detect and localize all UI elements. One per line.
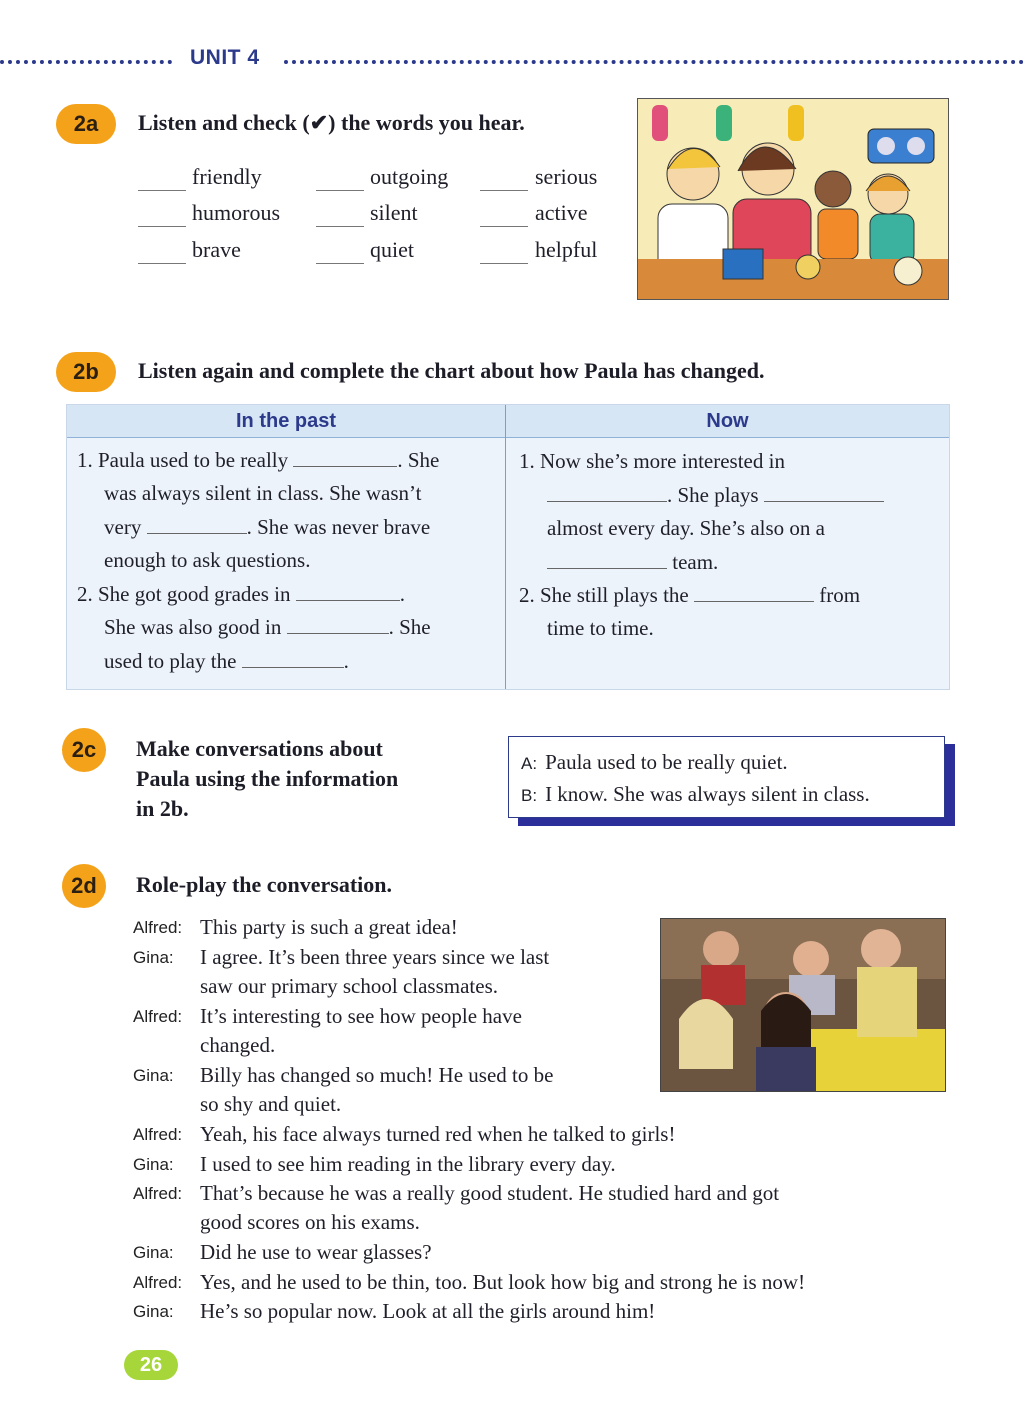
dialogue-line: changed. [200, 1033, 276, 1057]
past-text: used to play the [104, 649, 237, 673]
word-item: helpful [535, 237, 598, 262]
speaker-label: Alfred: [133, 1273, 183, 1292]
now-item-2-line-2: time to time. [547, 616, 654, 640]
dialogue-line: This party is such a great idea! [200, 915, 458, 939]
badge-2c: 2c [62, 728, 106, 772]
dialogue-line: Yes, and he used to be thin, too. But look how big and strong he is now! [200, 1270, 806, 1294]
example-box [508, 736, 945, 818]
chart-header-now: Now [506, 405, 949, 438]
heading-2c [136, 734, 398, 824]
past-text: 2. She got good grades in [77, 582, 291, 606]
heading-line: Make conversations about [136, 736, 383, 761]
check-blank[interactable] [316, 226, 364, 227]
check-blank[interactable] [316, 190, 364, 191]
now-item-2-line-1 [519, 579, 860, 613]
header-dots-right [284, 60, 1024, 64]
past-text: . She was never brave [246, 515, 431, 539]
past-text: 1. Paula used to be really [77, 448, 289, 472]
speaker-label: Gina: [133, 1155, 174, 1174]
now-text: . She plays [667, 483, 759, 507]
speaker-label: Alfred: [133, 1184, 183, 1203]
past-text: . [343, 649, 349, 673]
word-checklist [138, 164, 628, 274]
past-item-1-line-2: was always silent in class. She wasn’t [104, 481, 422, 505]
heading-2d: Role-play the conversation. [136, 872, 393, 897]
heading-2b: Listen again and complete the chart about how Paula has changed. [138, 358, 765, 383]
chart-header-past: In the past [67, 405, 505, 438]
paula-chart [66, 404, 950, 690]
answer-blank[interactable] [547, 481, 667, 502]
badge-2a: 2a [56, 104, 116, 144]
past-item-2-line-3 [104, 645, 349, 679]
speaker-label: Gina: [133, 1066, 174, 1085]
speaker-label: A: [521, 754, 538, 773]
speaker-label: Gina: [133, 1302, 174, 1321]
unit-title: UNIT 4 [190, 46, 260, 69]
answer-blank[interactable] [147, 513, 247, 534]
past-item-1-line-3 [104, 511, 430, 545]
heading-2a: Listen and check (✔) the words you hear. [138, 110, 525, 135]
dialogue-line: Did he use to wear glasses? [200, 1240, 432, 1264]
check-blank[interactable] [480, 226, 528, 227]
example-text: I know. She was always silent in class. [545, 782, 870, 806]
past-item-2-line-1 [77, 578, 405, 612]
now-text: team. [672, 550, 719, 574]
word-item: humorous [192, 200, 280, 225]
dialogue-line: good scores on his exams. [200, 1210, 420, 1234]
word-item: brave [192, 237, 241, 262]
now-item-1-line-1: 1. Now she’s more interested in [519, 449, 785, 473]
word-item: quiet [370, 237, 414, 262]
past-text: very [104, 515, 142, 539]
past-text: . [399, 582, 405, 606]
check-blank[interactable] [480, 263, 528, 264]
answer-blank[interactable] [242, 647, 344, 668]
heading-line: in 2b. [136, 796, 189, 821]
speaker-label: Alfred: [133, 918, 183, 937]
speaker-label: Gina: [133, 1243, 174, 1262]
badge-2b: 2b [56, 352, 116, 392]
check-blank[interactable] [138, 226, 186, 227]
dialogue-line: Yeah, his face always turned red when he talked to girls! [200, 1122, 676, 1146]
answer-blank[interactable] [764, 481, 884, 502]
chart-divider [505, 405, 506, 689]
check-blank[interactable] [138, 190, 186, 191]
answer-blank[interactable] [296, 580, 400, 601]
word-item: friendly [192, 164, 262, 189]
dialogue-line: so shy and quiet. [200, 1092, 342, 1116]
page-number: 26 [124, 1350, 178, 1380]
answer-blank[interactable] [287, 613, 389, 634]
speaker-label: Alfred: [133, 1125, 183, 1144]
dialogue-line: He’s so popular now. Look at all the girls around him! [200, 1299, 656, 1323]
header-dots-left [0, 60, 172, 64]
past-text: . She [397, 448, 440, 472]
check-blank[interactable] [138, 263, 186, 264]
answer-blank[interactable] [293, 446, 397, 467]
example-line [521, 779, 944, 811]
past-text: . She [388, 615, 431, 639]
past-item-2-line-2 [104, 611, 431, 645]
example-text: Paula used to be really quiet. [545, 750, 788, 774]
word-item: active [535, 200, 588, 225]
check-blank[interactable] [480, 190, 528, 191]
dialogue-line: That’s because he was a really good student. He studied hard and got [200, 1181, 780, 1205]
past-item-1-line-4: enough to ask questions. [104, 548, 311, 572]
dialogue-line: I used to see him reading in the library every day. [200, 1152, 616, 1176]
dialogue-line: saw our primary school classmates. [200, 974, 499, 998]
reunion-photo [660, 918, 946, 1092]
check-blank[interactable] [316, 263, 364, 264]
badge-2d: 2d [62, 864, 106, 908]
now-text: from [819, 583, 861, 607]
past-text: She was also good in [104, 615, 282, 639]
now-item-1-line-2 [547, 479, 884, 513]
now-item-1-line-3: almost every day. She’s also on a [547, 516, 825, 540]
now-item-1-line-4 [547, 546, 718, 580]
dialogue-line: I agree. It’s been three years since we last [200, 945, 550, 969]
word-item: outgoing [370, 164, 449, 189]
speaker-label: Gina: [133, 948, 174, 967]
word-item: silent [370, 200, 418, 225]
answer-blank[interactable] [694, 581, 814, 602]
dialogue-line: It’s interesting to see how people have [200, 1004, 522, 1028]
now-text: 2. She still plays the [519, 583, 689, 607]
dialogue-line: Billy has changed so much! He used to be [200, 1063, 554, 1087]
party-illustration [637, 98, 949, 300]
speaker-label: Alfred: [133, 1007, 183, 1026]
answer-blank[interactable] [547, 548, 667, 569]
past-item-1-line-1 [77, 444, 439, 478]
example-line [521, 747, 944, 779]
speaker-label: B: [521, 786, 538, 805]
heading-line: Paula using the information [136, 766, 399, 791]
word-item: serious [535, 164, 598, 189]
